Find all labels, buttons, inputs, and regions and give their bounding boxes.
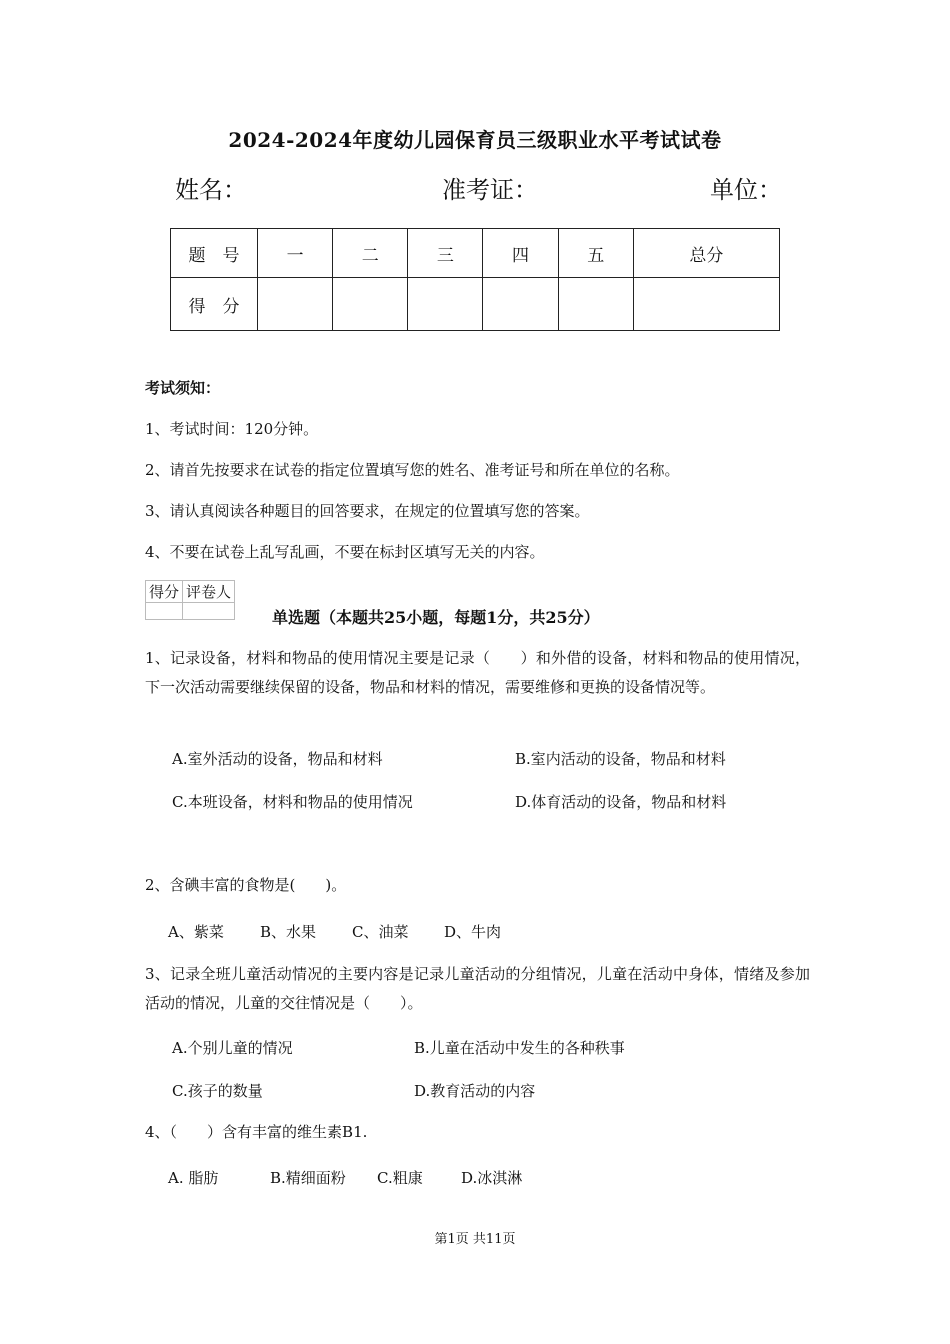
score-cell-1[interactable]	[258, 278, 333, 331]
question-1-option-a[interactable]: A.室外活动的设备，物品和材料	[172, 750, 383, 768]
notice-title: 考试须知：	[145, 379, 221, 397]
exam-title: 2024-2024年度幼儿园保育员三级职业水平考试试卷	[228, 128, 722, 152]
score-table	[170, 228, 780, 331]
header-cell-label: 题 号	[171, 229, 258, 278]
score-row-label: 得 分	[171, 278, 258, 331]
grader-box	[145, 580, 235, 620]
score-cell-3[interactable]	[408, 278, 483, 331]
grader-score-label: 得分	[146, 581, 183, 603]
header-cell-2: 二	[333, 229, 408, 278]
question-4-option-c[interactable]: C.粗康	[377, 1169, 423, 1187]
question-3-text: 3、记录全班儿童活动情况的主要内容是记录儿童活动的分组情况，儿童在活动中身体，情绪及参加活动的情况，儿童的交往情况是（ ）。	[145, 965, 810, 1012]
question-2-option-d[interactable]: D、牛肉	[444, 923, 502, 941]
section-title: 单选题（本题共25小题，每题1分，共25分）	[272, 608, 600, 627]
notice-rule-3: 3、请认真阅读各种题目的回答要求，在规定的位置填写您的答案。	[145, 502, 590, 520]
score-cell-2[interactable]	[333, 278, 408, 331]
question-3-option-b[interactable]: B.儿童在活动中发生的各种秩事	[414, 1039, 625, 1057]
score-cell-5[interactable]	[558, 278, 633, 331]
question-3-option-a[interactable]: A.个别儿童的情况	[172, 1039, 293, 1057]
question-2-option-c[interactable]: C、油菜	[352, 923, 409, 941]
exam-id-label: 准考证：	[442, 176, 538, 204]
question-3-option-c[interactable]: C.孩子的数量	[172, 1082, 263, 1100]
score-table-header-row	[171, 229, 780, 278]
name-label: 姓名：	[175, 176, 247, 204]
question-4-text: 4、（ ）含有丰富的维生素B1.	[145, 1123, 368, 1141]
header-cell-1: 一	[258, 229, 333, 278]
question-2-text: 2、含碘丰富的食物是( )。	[145, 876, 347, 894]
notice-rule-4: 4、不要在试卷上乱写乱画，不要在标封区填写无关的内容。	[145, 543, 545, 561]
header-cell-5: 五	[558, 229, 633, 278]
question-4-option-a[interactable]: A. 脂肪	[168, 1169, 219, 1187]
header-cell-total: 总分	[633, 229, 779, 278]
question-4-option-d[interactable]: D.冰淇淋	[461, 1169, 523, 1187]
header-cell-4: 四	[483, 229, 558, 278]
question-1-option-d[interactable]: D.体育活动的设备，物品和材料	[515, 793, 727, 811]
question-2-option-a[interactable]: A、紫菜	[168, 923, 224, 941]
question-4-option-b[interactable]: B.精细面粉	[270, 1169, 346, 1187]
header-cell-3: 三	[408, 229, 483, 278]
grader-name-cell[interactable]	[183, 603, 235, 620]
question-2-option-b[interactable]: B、水果	[260, 923, 317, 941]
grader-name-label: 评卷人	[183, 581, 235, 603]
question-1-option-c[interactable]: C.本班设备，材料和物品的使用情况	[172, 793, 413, 811]
notice-rule-2: 2、请首先按要求在试卷的指定位置填写您的姓名、准考证号和所在单位的名称。	[145, 461, 680, 479]
question-1-option-b[interactable]: B.室内活动的设备，物品和材料	[515, 750, 726, 768]
question-3-option-d[interactable]: D.教育活动的内容	[414, 1082, 536, 1100]
unit-label: 单位：	[710, 176, 782, 204]
score-cell-4[interactable]	[483, 278, 558, 331]
question-1-text: 1、记录设备，材料和物品的使用情况主要是记录（ ）和外借的设备，材料和物品的使用情况，下一次活动需要继续保留的设备，物品和材料的情况，需要维修和更换的设备情况等。	[145, 649, 810, 696]
score-cell-total[interactable]	[633, 278, 779, 331]
notice-rule-1: 1、考试时间：120分钟。	[145, 420, 319, 438]
grader-score-cell[interactable]	[146, 603, 183, 620]
page-footer: 第1页 共11页	[434, 1232, 516, 1247]
score-table-score-row	[171, 278, 780, 331]
